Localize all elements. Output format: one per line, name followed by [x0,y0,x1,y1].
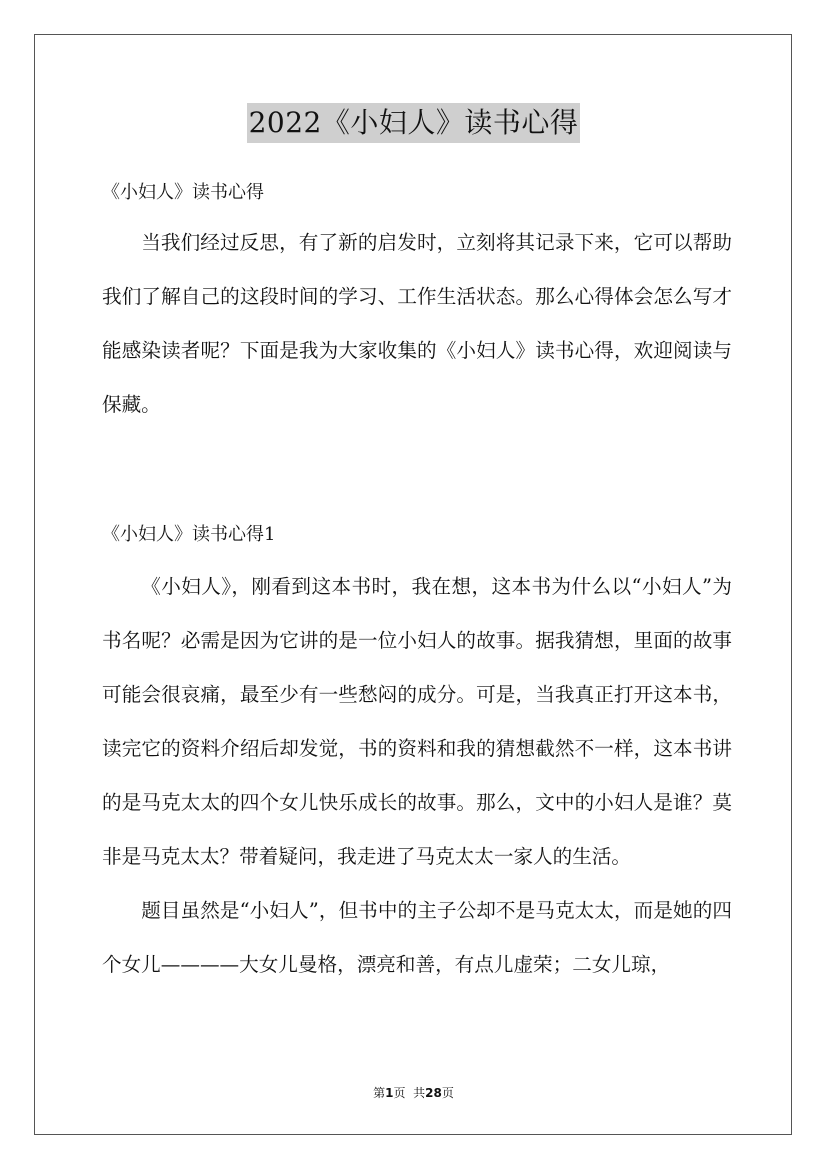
page-number-footer [0,1084,827,1101]
document-title [0,102,827,143]
intro-heading: 《小妇人》读书心得 [102,182,264,203]
section1-heading: 《小妇人》读书心得1 [102,524,276,545]
total-prefix: 共 [413,1086,426,1100]
page-prefix: 第 [373,1086,386,1100]
total-pages: 28 [425,1086,442,1100]
section1-paragraph-2: 题目虽然是“小妇人”，但书中的主子公却不是马克太太，而是她的四个女儿————大女儿曼格，漂亮和善，有点儿虚荣；二女儿琼， [102,899,732,976]
page-suffix: 页 [393,1086,406,1100]
page-current: 1 [385,1086,394,1100]
intro-paragraph: 当我们经过反思，有了新的启发时，立刻将其记录下来，它可以帮助我们了解自己的这段时间的学习、工作生活状态。那么心得体会怎么写才能感染读者呢？下面是我为大家收集的《小妇人》读书心得，欢迎阅读与保藏。 [102,231,732,416]
document-body [102,174,732,992]
document-title-text: 2022《小妇人》读书心得 [247,103,581,143]
total-suffix: 页 [441,1086,454,1100]
section1-paragraph-1: 《小妇人》，刚看到这本书时，我在想，这本书为什么以“小妇人”为书名呢？必需是因为它讲的是一位小妇人的故事。据我猜想，里面的故事可能会很哀痛，最至少有一些愁闷的成分。可是，当我真正打开这本书，读完它的资料介绍后却发觉，书的资料和我的猜想截然不一样，这本书讲的是马克太太的四个女儿快乐成长的故事。那么，文中的小妇人是谁？莫非是马克太太？带着疑问，我走进了马克太太一家人的生活。 [102,575,732,868]
